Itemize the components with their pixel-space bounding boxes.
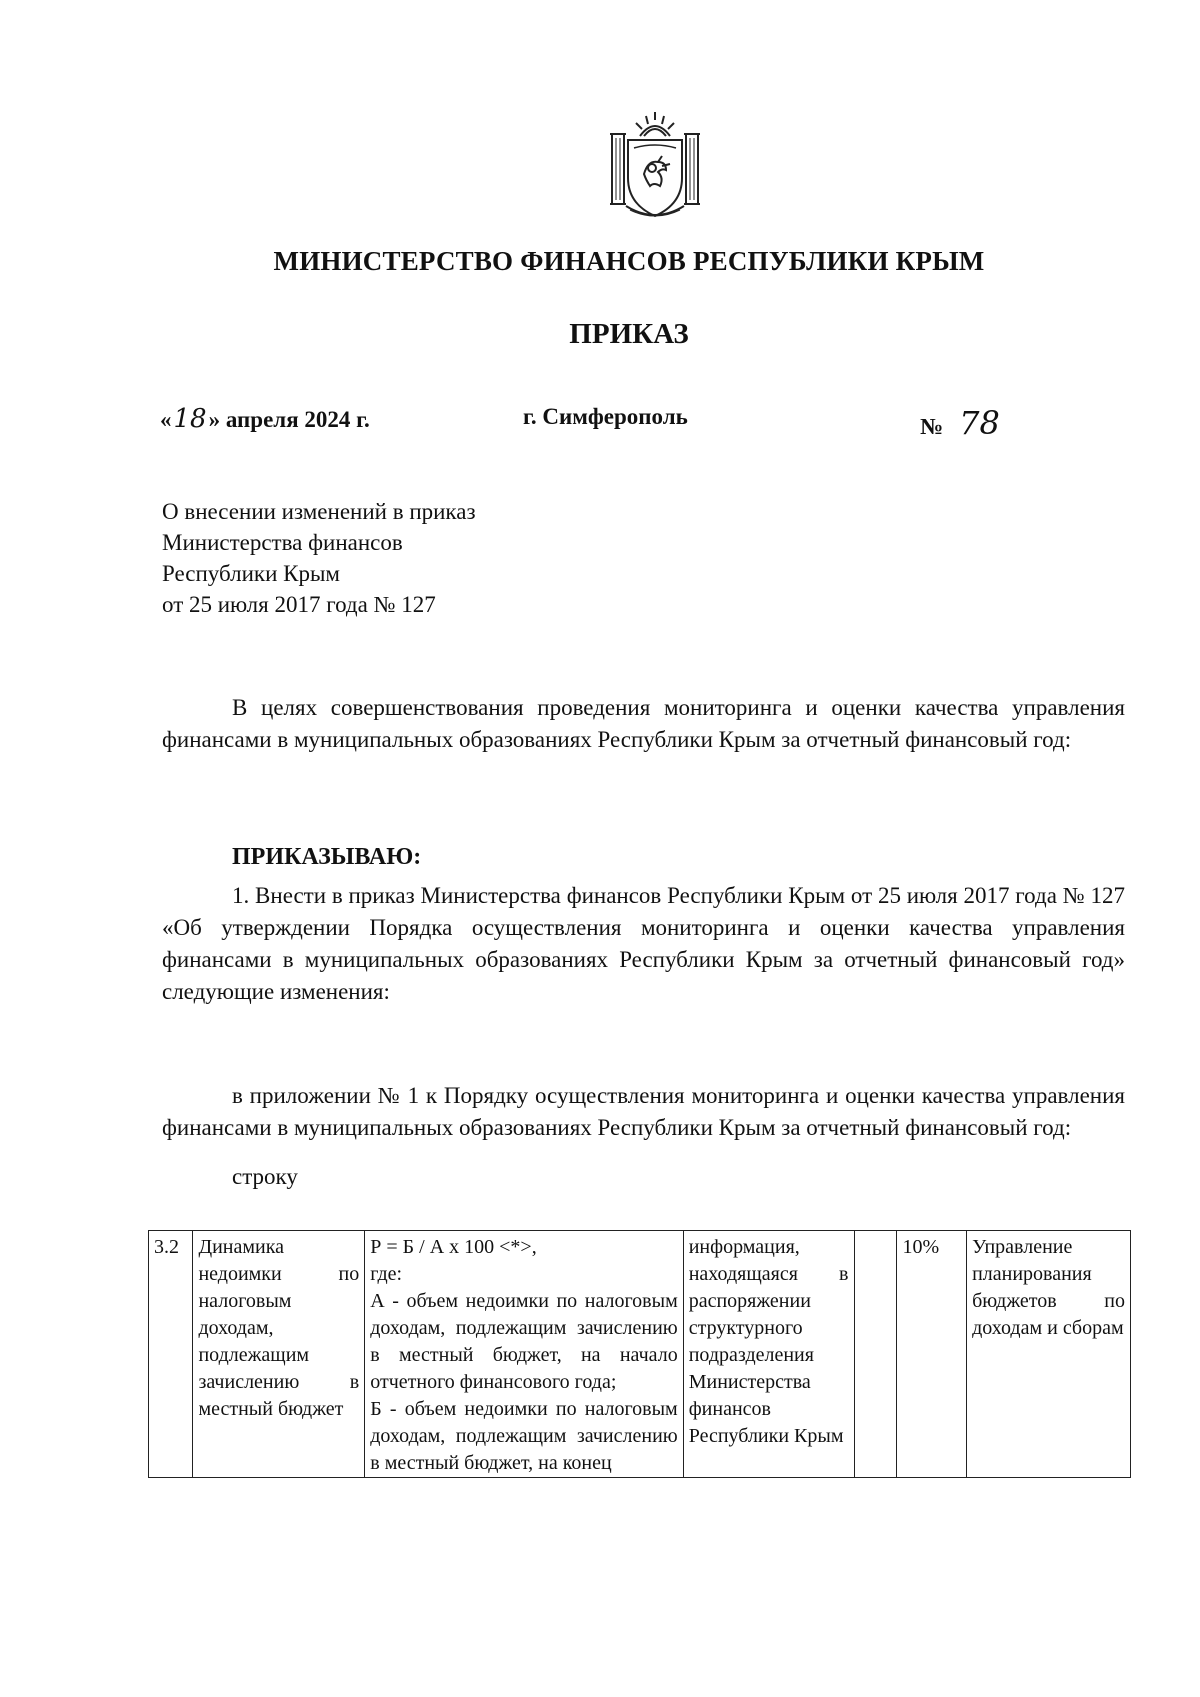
formula-line: Р = Б / А х 100 <*>, — [370, 1236, 537, 1258]
empty-cell — [854, 1231, 897, 1478]
document-date — [160, 404, 370, 434]
order-heading: ПРИКАЗЫВАЮ: — [232, 844, 422, 870]
item-1-detail-paragraph: в приложении № 1 к Порядку осуществления мониторинга и оценки качества управления финансами в муниципальных образованиях Республики Крым за отчетный финансовый год: — [162, 1083, 1125, 1140]
row-word: строку — [232, 1164, 298, 1189]
ministry-name: МИНИСТЕРСТВО ФИНАНСОВ РЕСПУБЛИКИ КРЫМ — [273, 246, 985, 276]
weight-cell: 10% — [897, 1231, 967, 1478]
responsible-cell: Управление планирования бюджетов по доходам и сборам — [967, 1231, 1131, 1478]
table-row — [149, 1231, 1131, 1478]
preamble-paragraph: В целях совершенствования проведения мониторинга и оценки качества управления финансами в муниципальных образованиях Республики Крым за отчетный финансовый год: — [162, 695, 1125, 752]
formula-cell — [365, 1231, 683, 1478]
source-cell: информация, находящаяся в распоряжении структурного подразделения Министерства финансов Республики Крым — [683, 1231, 854, 1478]
formula-line: Б - объем недоимки по налоговым доходам, подлежащим зачислению в местный бюджет, на конец — [370, 1398, 678, 1474]
document-city: г. Симферополь — [523, 404, 688, 429]
row-number-cell: 3.2 — [149, 1231, 193, 1478]
subject-line: от 25 июля 2017 года № 127 — [162, 592, 436, 617]
crimea-coat-of-arms-icon — [600, 112, 710, 224]
handwritten-day: 18 — [173, 404, 207, 434]
subject-line: Министерства финансов — [162, 530, 403, 555]
formula-line: где: — [370, 1263, 403, 1285]
document-number — [920, 404, 1000, 442]
date-quote-open: « — [160, 407, 172, 432]
date-month-year: апреля 2024 г. — [225, 407, 370, 432]
formula-line: А - объем недоимки по налоговым доходам, подлежащим зачислению в местный бюджет, на начало отчетного финансового года; — [370, 1290, 678, 1393]
date-quote-close: » — [208, 407, 221, 432]
number-sign: № — [920, 414, 944, 439]
subject-block — [162, 496, 476, 620]
document-type: ПРИКАЗ — [569, 318, 689, 350]
subject-line: О внесении изменений в приказ — [162, 499, 476, 524]
subject-line: Республики Крым — [162, 561, 340, 586]
item-1-paragraph: 1. Внести в приказ Министерства финансов Республики Крым от 25 июля 2017 года № 127 «Об утверждении Порядка осуществления мониторинга и оценки качества управления финансами в муниципальных образованиях Республики Крым за отчетный финансовый год» следующие изменения: — [162, 883, 1125, 1004]
indicator-table — [148, 1230, 1131, 1478]
indicator-cell: Динамика недоимки по налоговым доходам, подлежащим зачислению в местный бюджет — [193, 1231, 365, 1478]
handwritten-number: 78 — [959, 404, 1000, 442]
